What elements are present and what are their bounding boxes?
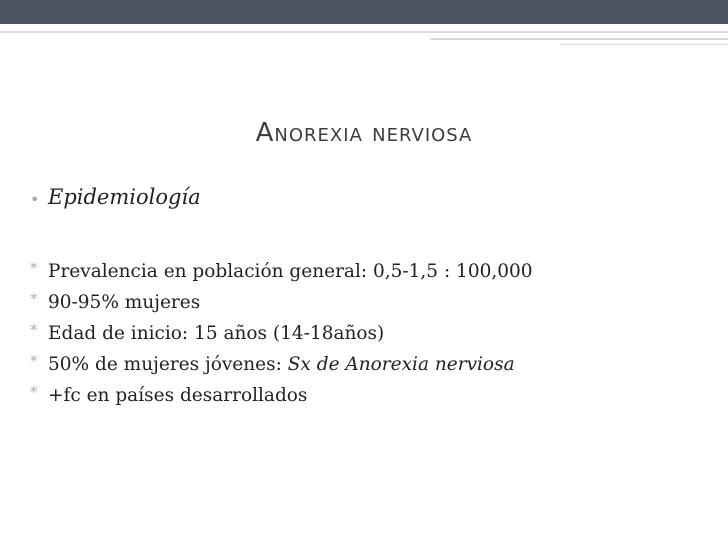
list-item-text: Edad de inicio: 15 años (14-18años) [48, 323, 385, 344]
list-item [30, 380, 533, 411]
decor-line [0, 31, 728, 33]
list-item [30, 256, 533, 287]
bullet-dot-icon: • [30, 190, 40, 209]
list-item-text: Prevalencia en población general: 0,5-1,5 : 100,000 [48, 261, 533, 282]
decor-line [560, 44, 728, 45]
asterisk-bullet-icon: * [30, 259, 38, 277]
asterisk-bullet-icon: * [30, 383, 38, 401]
section-heading: Epidemiología [48, 185, 201, 209]
asterisk-bullet-icon: * [30, 321, 38, 339]
asterisk-bullet-icon: * [30, 290, 38, 308]
list-item [30, 349, 533, 380]
list-item-text: +fc en países desarrollados [48, 385, 308, 406]
list-item [30, 287, 533, 318]
decor-line [430, 38, 728, 40]
list-item-text: 90-95% mujeres [48, 292, 201, 313]
list-item [30, 318, 533, 349]
asterisk-bullet-icon: * [30, 352, 38, 370]
header-bar [0, 0, 728, 24]
list-item-text: 50% de mujeres jóvenes: [48, 354, 288, 375]
list-item-italic-text: Sx de Anorexia nerviosa [287, 354, 515, 375]
slide-title: Anorexia nerviosa [255, 118, 473, 148]
bullet-list [30, 256, 533, 411]
decorative-band [0, 24, 728, 46]
